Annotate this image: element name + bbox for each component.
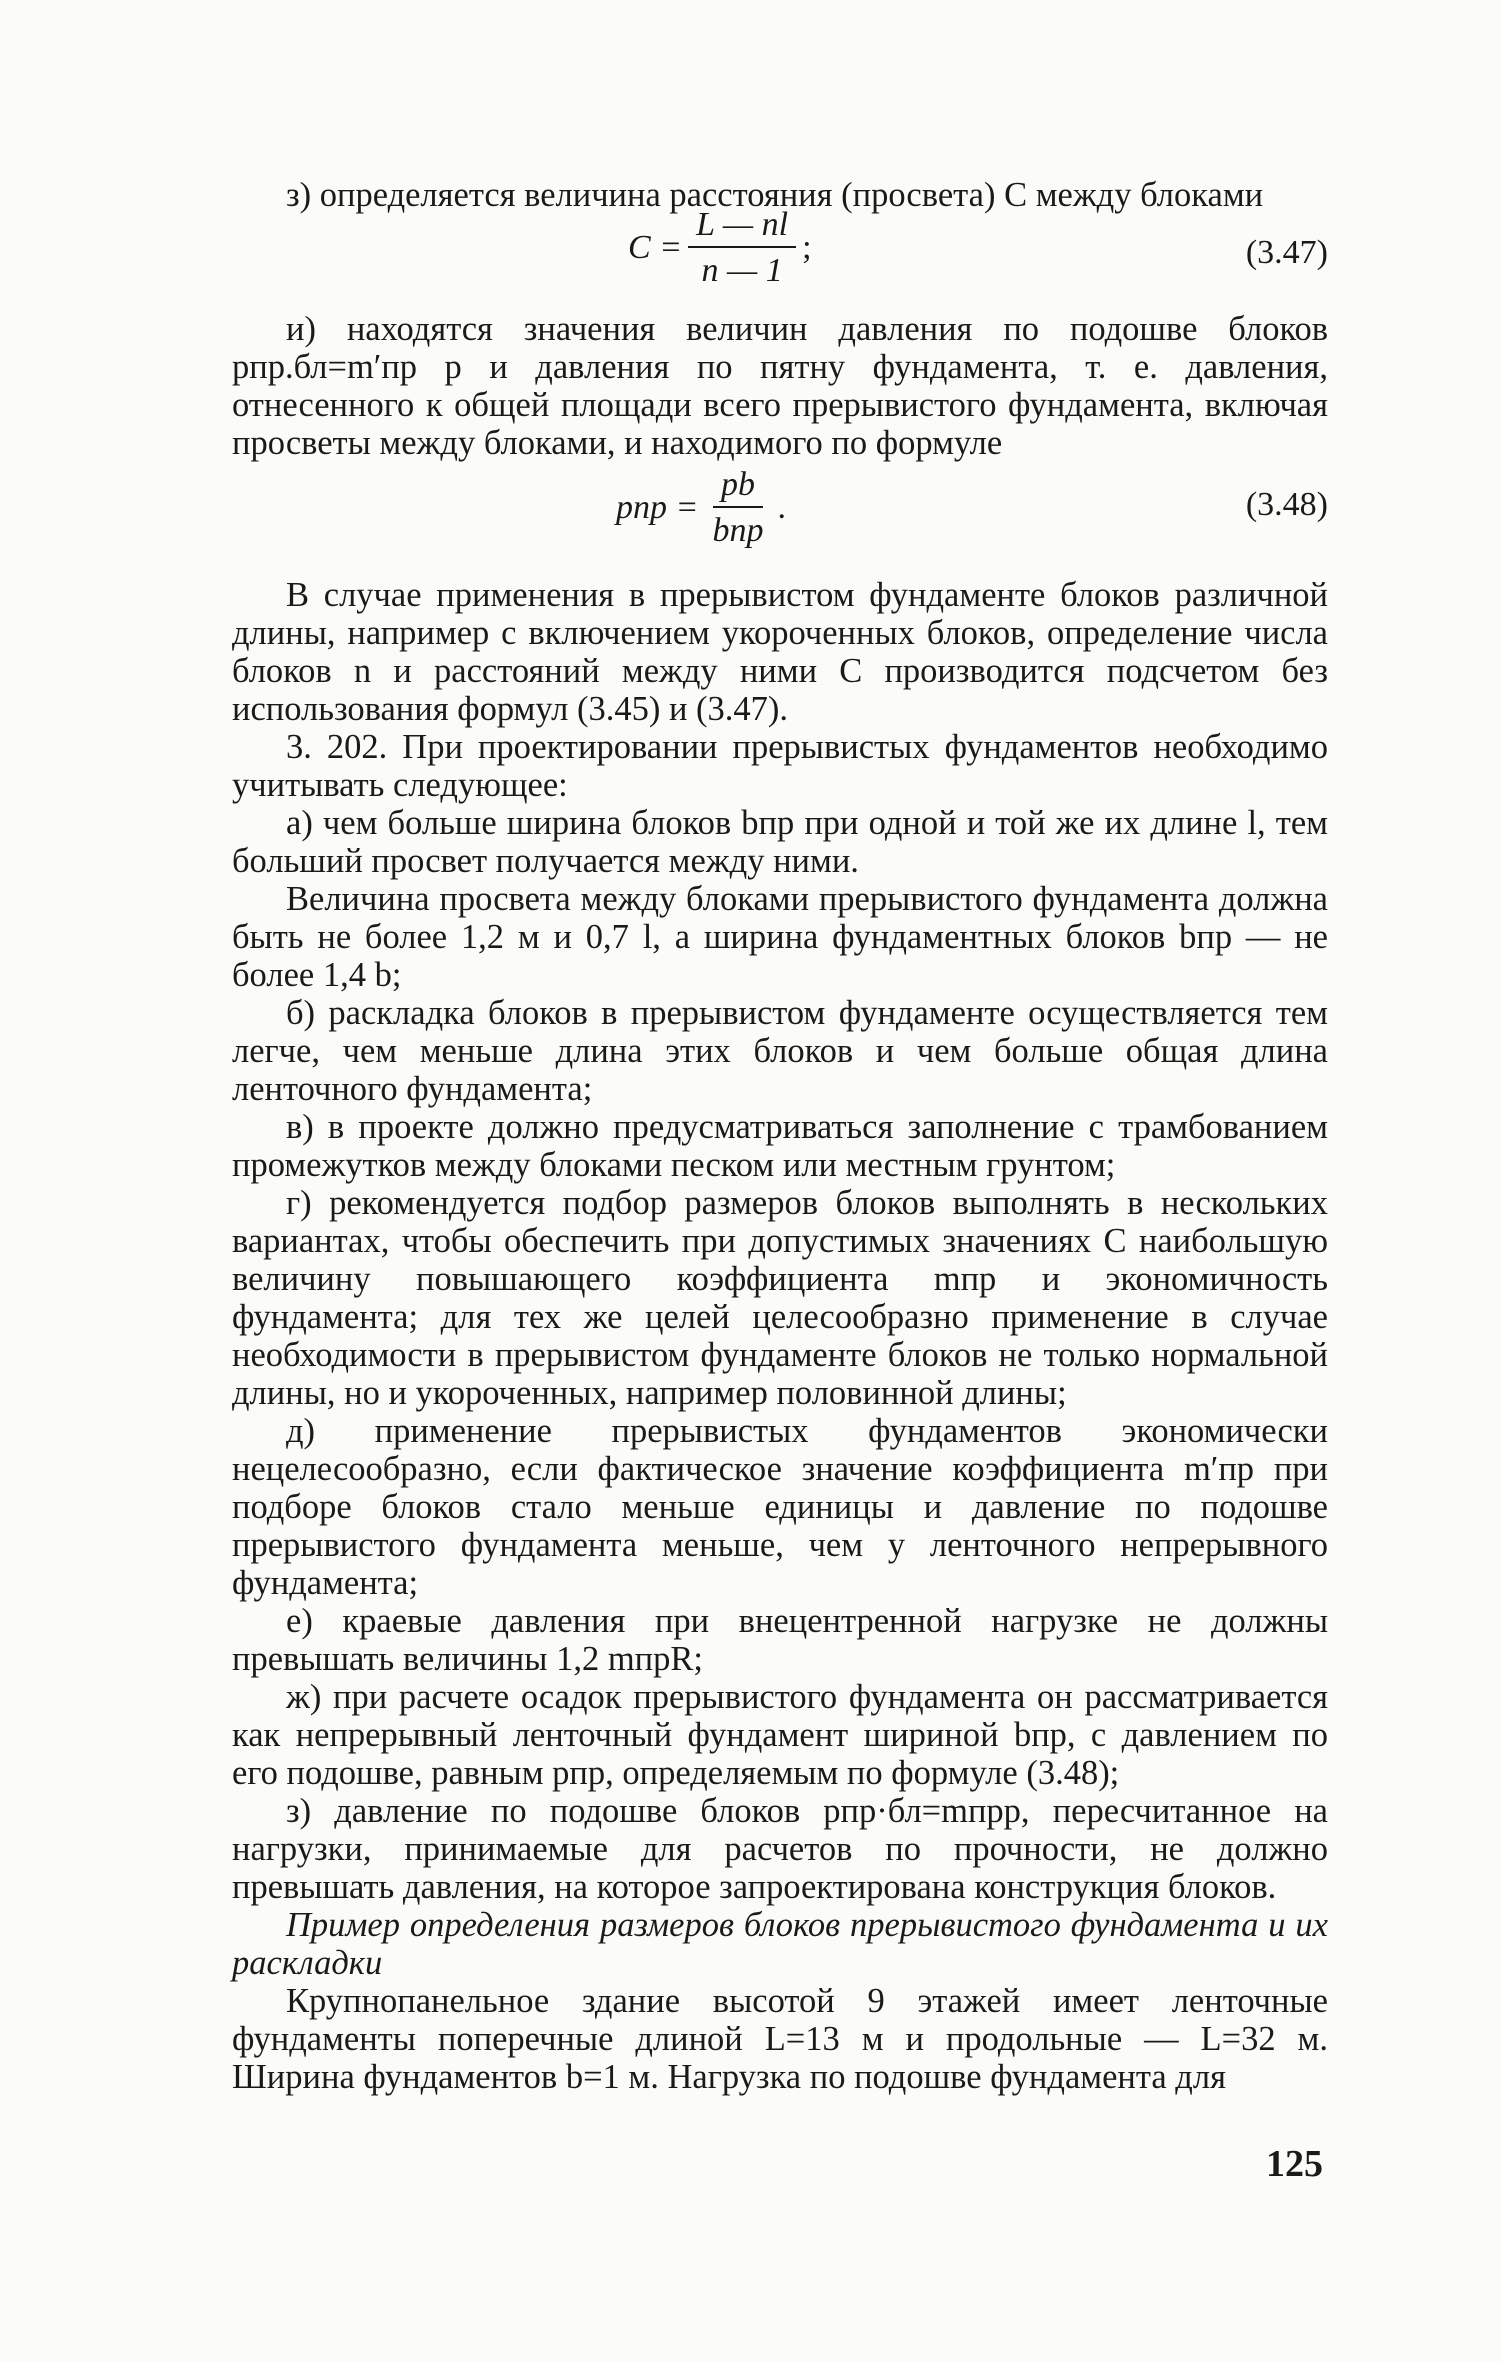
- example-heading: Пример определения размеров блоков прерывистого фундамента и их раскладки: [232, 1906, 1328, 1982]
- equation-tail: ;: [802, 229, 812, 266]
- paragraph: В случае применения в прерывистом фундаменте блоков различной длины, например с включением укороченных блоков, определение числа блоков n и расстояний между ними C производится подсчетом без использования формул (3.45) и (3.47).: [232, 576, 1328, 728]
- formula-3-47: [232, 206, 1328, 310]
- fraction: [704, 466, 771, 550]
- section-3-202: 3. 202. При проектировании прерывистых фундаментов необходимо учитывать следующее:: [232, 728, 1328, 804]
- list-item-z: з) давление по подошве блоков pпр·бл=mпрp, пересчитанное на нагрузки, принимаемые для расчетов по прочности, не должно превышать давления, на которое запроектирована конструкция блоков.: [232, 1792, 1328, 1906]
- numerator: L — nl: [688, 206, 796, 248]
- equation-number: (3.47): [1245, 234, 1328, 271]
- equation: [616, 466, 786, 550]
- page-number: 125: [1266, 2143, 1323, 2185]
- list-item-e: е) краевые давления при внецентренной нагрузке не должны превышать величины 1,2 mпрR;: [232, 1602, 1328, 1678]
- paragraph: и) находятся значения величин давления по подошве блоков pпр.бл=m′пр p и давления по пятну фундамента, т. е. давления, отнесенного к общей площади всего прерывистого фундамента, включая просветы между блоками, и находимого по формуле: [232, 310, 1328, 462]
- fraction: [688, 206, 796, 290]
- list-item-d: д) применение прерывистых фундаментов экономически нецелесообразно, если фактическое значение коэффициента m′пр при подборе блоков стало меньше единицы и давление по подошве прерывистого фундамента меньше, чем у ленточного непрерывного фундамента;: [232, 1412, 1328, 1602]
- formula-3-48: [232, 466, 1328, 570]
- list-item-v: в) в проекте должно предусматриваться заполнение с трамбованием промежутков между блоками песком или местным грунтом;: [232, 1108, 1328, 1184]
- paragraph: Крупнопанельное здание высотой 9 этажей имеет ленточные фундаменты поперечные длиной L=13 м и продольные — L=32 м. Ширина фундаментов b=1 м. Нагрузка по подошве фундамента для: [232, 1982, 1328, 2096]
- numerator: pb: [713, 466, 763, 508]
- paragraph: Величина просвета между блоками прерывистого фундамента должна быть не более 1,2 м и 0,7 l, а ширина фундаментных блоков bпр — не более 1,4 b;: [232, 880, 1328, 994]
- equation-lhs: C =: [628, 229, 683, 266]
- equation: [628, 206, 812, 290]
- equation-number: (3.48): [1245, 486, 1328, 523]
- equation-lhs: pпр =: [616, 489, 699, 526]
- equation-tail: .: [777, 489, 786, 526]
- list-item-b: б) раскладка блоков в прерывистом фундаменте осуществляется тем легче, чем меньше длина этих блоков и чем больше общая длина ленточного фундамента;: [232, 994, 1328, 1108]
- paragraph: з) определяется величина расстояния (просвета) C между блоками: [286, 176, 1264, 214]
- denominator: bпр: [712, 512, 764, 549]
- list-item-zh: ж) при расчете осадок прерывистого фундамента он рассматривается как непрерывный ленточный фундамент шириной bпр, с давлением по его подошве, равным pпр, определяемым по формуле (3.48);: [232, 1678, 1328, 1792]
- list-item-g: г) рекомендуется подбор размеров блоков выполнять в нескольких вариантах, чтобы обеспечить при допустимых значениях C наибольшую величину повышающего коэффициента mпр и экономичность фундамента; для тех же целей целесообразно применение в случае необходимости в прерывистом фундаменте блоков не только нормальной длины, но и укороченных, например половинной длины;: [232, 1184, 1328, 1412]
- text-column: [232, 176, 1328, 2096]
- list-item-a: а) чем больше ширина блоков bпр при одной и той же их длине l, тем больший просвет получается между ними.: [232, 804, 1328, 880]
- denominator: n — 1: [701, 252, 783, 289]
